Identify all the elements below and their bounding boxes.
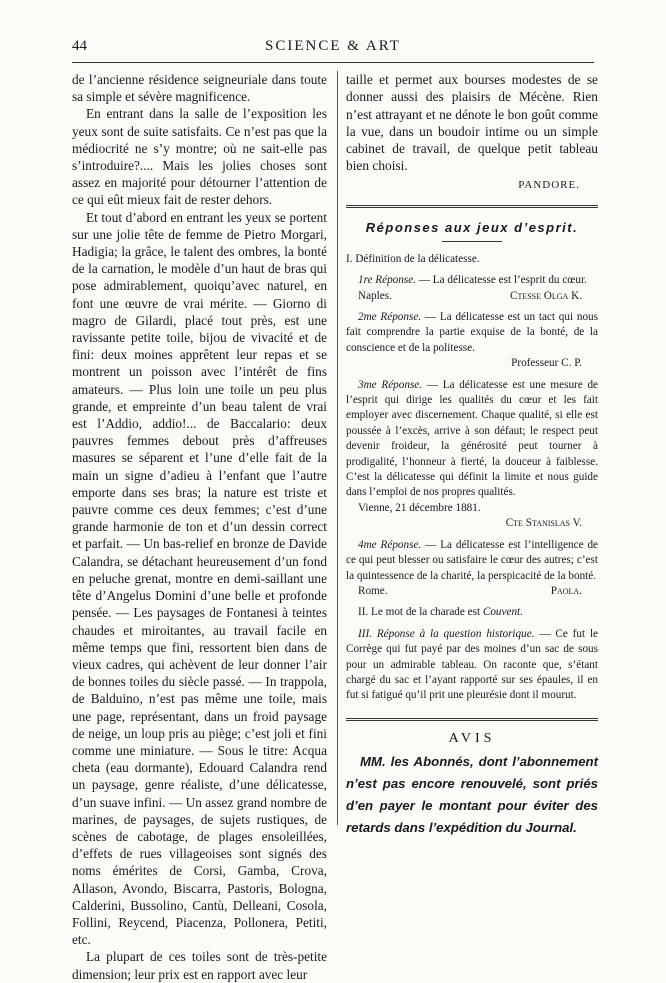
title-rule	[442, 241, 502, 242]
answer-label: 2me Réponse.	[358, 311, 422, 323]
paragraph: taille et permet aux bourses modestes de se donner aussi des plaisirs de Mécène. Rien n’est attrayant et ne dénote le bon goût comme la vue, dans un boudoir intime ou un simple cabinet de travail, de quelque petit tableau bien choisi.	[346, 72, 598, 174]
paragraph: Et tout d’abord en entrant les yeux se portent sur une jolie tête de femme de Pietro Morgari, Hadigia; la grâce, le talent des ombres, la bonté de la carnation, le modèle d’un haut de bras qui pose admirablement, quoiqu’avec naturel, en font une œuvre de vrai mérite. — Giorno di magro de Gilardi, placé tout près, est une ravissante petite toile, bijou de vivacité et de fini: deux moines apprêtent leur repas et se montrent un poisson avec l’intérêt de fins amateurs. — Plus loin une toile un peu plus grande, et empreinte d’un beau talent de vrai est l’Addio, addio!... de Baccalario: deux pauvres femmes debout près d’affreuses masures se séparent et l’une d’elle fait de la main un signe d’adieu à l’enfant que l’autre emporte dans ses bras; la nature est triste et pauvre comme ces deux femmes; c’est d’une grande harmonie de ton et d’un dessin correct et parfait. — Un bas-relief en bronze de Davide Calandra, se détachant heureusement d’un fond en peluche grenat, montre en demi-saillant une tête d’Angelus Domini d’une belle et profonde pensée. — Les paysages de Fontanesi à teintes chaudes et miroitantes, au travail facile en même temps que fini, ressortent bien dans de vieux cadres, qui achèvent de leur donner l’air de bonnes toiles du siècle passé. — In trappola, de Balduino, n’est pas même une toile, mais une page, représentant, dans un froid paysage de neige, un loup pris au piège; c’est joli et fini comme une miniature. — Sous le titre: Acqua cheta (eau dormante), Edouard Calandra rend un paysage, genre réaliste, d’une délicatesse, d’un suave infini. — Un assez grand nombre de marines, de paysages, de sujets rustiques, de scènes de cabotage, de plages ensoleillées, d’effets de rues villageoises sont signés des noms émérites de Corsi, Gamba, Crova, Allason, Avondo, Biscarra, Pastoris, Bologna, Calderini, Bussolino, Cantù, Delleani, Cosola, Follini, Reycend, Piacenza, Pollonera, Petiti, etc.	[72, 209, 327, 948]
answer-3-date: Vienne, 21 décembre 1881.	[358, 501, 481, 514]
section-rule	[346, 205, 598, 208]
page-header	[0, 38, 666, 60]
left-column	[72, 71, 327, 983]
paragraph: de l’ancienne résidence seigneuriale dans toute sa simple et sévère magnificence.	[72, 72, 327, 105]
answer-label: 1re Réponse.	[358, 274, 416, 287]
answers-section	[346, 252, 598, 704]
avis-rule	[346, 718, 598, 721]
section-title: Réponses aux jeux d’esprit.	[365, 219, 579, 235]
question-3: III. Réponse à la question historique. — Ce fut le Corrège qui fut payé par des moines d’un sac de sous pour un admirable tableau. On raconte que, s’étant chargé du sac et l’ayant rapporté sur ses épaules, il en fut si fatigué qu’il prit une pleurésie dont il mourut.	[346, 627, 599, 702]
page-title: SCIENCE & ART	[265, 38, 401, 54]
question-2: II. Le mot de la charade est Couvent.	[358, 606, 523, 619]
answer-2: 2me Réponse. — La délicatesse est un tact qui nous fait comprendre la partie exquise de la bonté, de la conscience et de la politesse.	[346, 311, 598, 354]
answer-3-signature: Cte Stanislas V.	[505, 517, 582, 530]
right-column	[346, 71, 598, 839]
answer-label: 3me Réponse.	[358, 378, 423, 391]
article-signature: PANDORE.	[518, 178, 580, 191]
avis-notice	[346, 751, 598, 839]
page-number: 44	[72, 38, 87, 54]
paragraph: La plupart de ces toiles sont de très-petite dimension; leur prix est en rapport avec leur	[72, 949, 327, 982]
answer-2-signature: Professeur C. P.	[511, 357, 582, 370]
answer-4-signature: Rome. Paola.	[358, 584, 582, 597]
avis-text: MM. les Abonnés, dont l’abonnement n’est pas encore renouvelé, sont priés d’en payer le montant pour éviter des retards dans l’expédition du Journal.	[346, 753, 598, 835]
answer-4: 4me Réponse. — La délicatesse est l’intelligence de ce qui peut blesser ou satisfaire le cœur des autres; c’est la quintessence de la charité, la perspicacité de la bonté.	[346, 538, 599, 582]
answer-label: 4me Réponse.	[358, 538, 422, 551]
question-1: I. Définition de la délicatesse.	[346, 252, 480, 265]
header-rule	[72, 62, 594, 63]
answer-1-signature: Naples. Ctesse Olga K.	[358, 289, 582, 302]
column-divider	[337, 71, 338, 825]
answer-3: 3me Réponse. — La délicatesse est une mesure de l’esprit qui dirige les qualités du cœur et les fait employer avec discernement. Chaque qualité, si elle est poussée à l’excès, arrive à son défaut; le respect peut devenir froideur, la générosité peut tourner à prodigalité, l’honneur à fierté, la douceur à faiblesse. C’est la délicatesse qui définit la limite et nous guide dans l’emploi de nos propres qualités.	[346, 378, 599, 499]
answer-1: 1re Réponse. — La délicatesse est l’esprit du cœur.	[358, 274, 587, 287]
paragraph: En entrant dans la salle de l’exposition les yeux sont de suite satisfaits. Ce n’est pas que la médiocrité ne s’y montre; où ne sait-elle pas s’introduire?.... Mais les jolies choses sont assez en majorité pour détourner l’attention de ce qui eût mieux fait de rester dehors.	[72, 106, 327, 208]
article-continuation	[346, 71, 598, 175]
avis-title: AVIS	[448, 730, 496, 746]
